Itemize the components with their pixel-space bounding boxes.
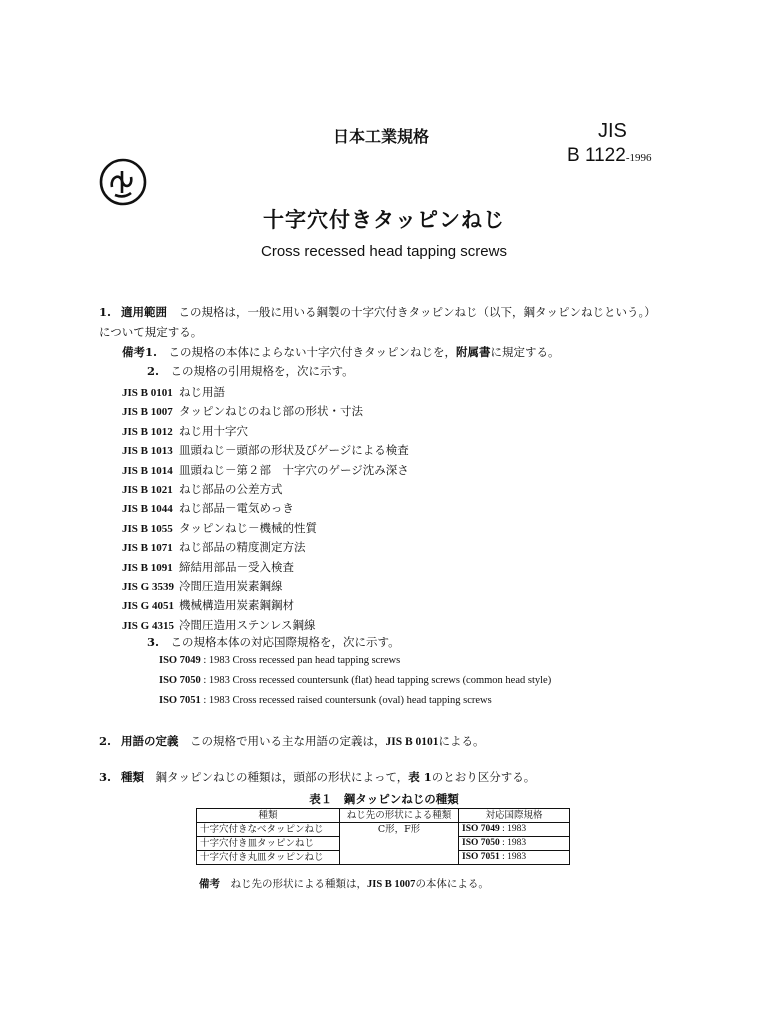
table-row bbox=[197, 823, 570, 837]
remark-1-tail: に規定する。 bbox=[490, 345, 560, 359]
iso-item bbox=[159, 695, 492, 706]
table-cell-iso bbox=[459, 837, 570, 851]
iso-year: : 1983 bbox=[499, 838, 527, 848]
reference-code: JIS B 1007 bbox=[122, 406, 173, 419]
reference-title: 締結用部品－受入検査 bbox=[179, 559, 294, 574]
iso-code: ISO 7051 bbox=[159, 695, 201, 706]
table-cell-shape: C形，F形 bbox=[340, 823, 459, 865]
reference-title: タッピンねじのねじ部の形状・寸法 bbox=[179, 404, 363, 419]
table-header-kind: 種類 bbox=[197, 809, 340, 823]
remark-3-text: この規格本体の対応国際規格を，次に示す。 bbox=[170, 635, 400, 649]
remark-1 bbox=[122, 344, 560, 360]
reference-title: ねじ部品－電気めっき bbox=[179, 501, 294, 516]
section-1-number: 1. bbox=[99, 305, 112, 319]
reference-item bbox=[122, 578, 283, 594]
title-english: Cross recessed head tapping screws bbox=[261, 243, 507, 260]
jis-mark-icon bbox=[98, 157, 148, 207]
section-3-tail: のとおり区分する。 bbox=[431, 770, 536, 784]
table-cell-iso bbox=[459, 851, 570, 865]
reference-item bbox=[122, 539, 306, 555]
table-1-caption: 表１ 鋼タッピンねじの種類 bbox=[309, 792, 459, 806]
reference-item bbox=[122, 442, 409, 458]
iso-title: : 1983 Cross recessed raised countersunk (oval) head tapping screws bbox=[200, 695, 492, 706]
reference-title: ねじ部品の精度測定方法 bbox=[179, 540, 306, 555]
reference-item bbox=[122, 384, 225, 400]
reference-title: 機械構造用炭素鋼鋼材 bbox=[179, 598, 294, 613]
iso-code: ISO 7050 bbox=[159, 675, 201, 686]
reference-code: JIS B 0101 bbox=[122, 387, 173, 399]
reference-code: JIS G 4051 bbox=[122, 600, 174, 613]
iso-code: ISO 7051 bbox=[462, 852, 500, 862]
table-cell-kind: 十字穴付きなべタッピンねじ bbox=[197, 823, 340, 837]
reference-code: JIS G 3539 bbox=[122, 581, 174, 593]
remark-1-annex: 附属書 bbox=[456, 345, 491, 359]
table-cell-kind: 十字穴付き丸皿タッピンねじ bbox=[197, 851, 340, 865]
reference-title: ねじ部品の公差方式 bbox=[179, 482, 283, 496]
remark-2-text: この規格の引用規格を，次に示す。 bbox=[170, 364, 354, 378]
iso-code: ISO 7049 bbox=[462, 824, 500, 834]
section-1-text-1: この規格は，一般に用いる鋼製の十字穴付きタッピンねじ（以下，鋼タッピンねじという。） bbox=[178, 305, 656, 319]
reference-code: JIS G 4315 bbox=[122, 619, 174, 632]
standard-jis-label: JIS bbox=[598, 120, 627, 142]
remark-1-text: この規格の本体によらない十字穴付きタッピンねじを， bbox=[168, 345, 457, 359]
section-2 bbox=[99, 733, 485, 749]
section-3-text: 鋼タッピンねじの種類は，頭部の形状によって， bbox=[155, 770, 409, 784]
table-1 bbox=[196, 808, 570, 865]
section-3-heading: 種類 bbox=[121, 770, 144, 784]
reference-title: 冷間圧造用ステンレス鋼線 bbox=[179, 617, 316, 632]
reference-code: JIS B 1012 bbox=[122, 425, 173, 438]
section-3-number: 3. bbox=[99, 770, 112, 784]
iso-year: : 1983 bbox=[499, 852, 527, 862]
reference-code: JIS B 1014 bbox=[122, 464, 173, 477]
section-2-number: 2. bbox=[99, 734, 112, 748]
table-header-row bbox=[197, 809, 570, 823]
reference-item bbox=[122, 559, 294, 575]
section-3-table-ref: 表 1 bbox=[408, 770, 432, 784]
reference-title: 皿頭ねじ－第２部 十字穴のゲージ沈み深さ bbox=[179, 462, 409, 477]
reference-item bbox=[122, 617, 316, 633]
section-1-text-2: について規定する。 bbox=[99, 325, 203, 339]
table-note bbox=[199, 876, 489, 891]
table-note-label: 備考 bbox=[199, 878, 220, 890]
reference-item bbox=[122, 481, 283, 497]
iso-item bbox=[159, 655, 400, 666]
table-cell-kind: 十字穴付き皿タッピンねじ bbox=[197, 837, 340, 851]
standard-number bbox=[567, 145, 651, 167]
remark-label: 備考1. bbox=[122, 345, 158, 359]
title-japanese: 十字穴付きタッピンねじ bbox=[263, 208, 505, 232]
section-2-text: この規格で用いる主な用語の定義は， bbox=[190, 734, 386, 748]
reference-item bbox=[122, 462, 409, 478]
section-1-line-1 bbox=[99, 304, 656, 320]
reference-code: JIS B 1044 bbox=[122, 503, 173, 516]
reference-item bbox=[122, 423, 248, 439]
table-header-shape: ねじ先の形状による種類 bbox=[340, 809, 459, 823]
reference-code: JIS B 1091 bbox=[122, 561, 173, 574]
reference-item bbox=[122, 597, 294, 613]
section-1-heading: 適用範囲 bbox=[121, 305, 167, 319]
reference-title: 皿頭ねじ－頭部の形状及びゲージによる検査 bbox=[179, 443, 409, 458]
standard-number-main: B 1122 bbox=[567, 145, 626, 166]
standard-org-label: 日本工業規格 bbox=[333, 127, 430, 146]
table-note-tail: の本体による。 bbox=[415, 878, 489, 890]
remark-3-number: 3. bbox=[147, 635, 160, 649]
reference-item bbox=[122, 403, 363, 419]
reference-item bbox=[122, 500, 294, 516]
remark-2 bbox=[147, 363, 354, 379]
iso-title: : 1983 Cross recessed pan head tapping screws bbox=[200, 655, 401, 666]
reference-title: 冷間圧造用炭素鋼線 bbox=[179, 579, 283, 593]
iso-year: : 1983 bbox=[499, 824, 527, 834]
remark-3 bbox=[147, 634, 400, 650]
iso-code: ISO 7050 bbox=[462, 838, 500, 848]
reference-title: ねじ用語 bbox=[179, 385, 225, 399]
remark-2-number: 2. bbox=[147, 364, 160, 378]
reference-title: タッピンねじ－機械的性質 bbox=[179, 520, 317, 535]
table-cell-iso bbox=[459, 823, 570, 837]
table-note-text: ねじ先の形状による種類は， bbox=[230, 878, 367, 890]
reference-title: ねじ用十字穴 bbox=[179, 423, 248, 438]
reference-code: JIS B 1021 bbox=[122, 484, 173, 496]
standard-year: -1996 bbox=[625, 152, 652, 164]
reference-code: JIS B 1055 bbox=[122, 522, 173, 535]
reference-code: JIS B 1071 bbox=[122, 542, 173, 555]
reference-code: JIS B 1013 bbox=[122, 445, 173, 458]
iso-code: ISO 7049 bbox=[159, 655, 201, 666]
iso-title: : 1983 Cross recessed countersunk (flat) head tapping screws (common head style) bbox=[200, 675, 552, 686]
section-2-ref: JIS B 0101 bbox=[385, 736, 439, 748]
reference-item bbox=[122, 520, 317, 536]
table-note-ref: JIS B 1007 bbox=[367, 879, 416, 890]
table-header-iso: 対応国際規格 bbox=[459, 809, 570, 823]
iso-item bbox=[159, 675, 551, 686]
section-2-heading: 用語の定義 bbox=[121, 734, 179, 748]
section-2-tail: による。 bbox=[438, 734, 485, 748]
section-3 bbox=[99, 769, 535, 785]
